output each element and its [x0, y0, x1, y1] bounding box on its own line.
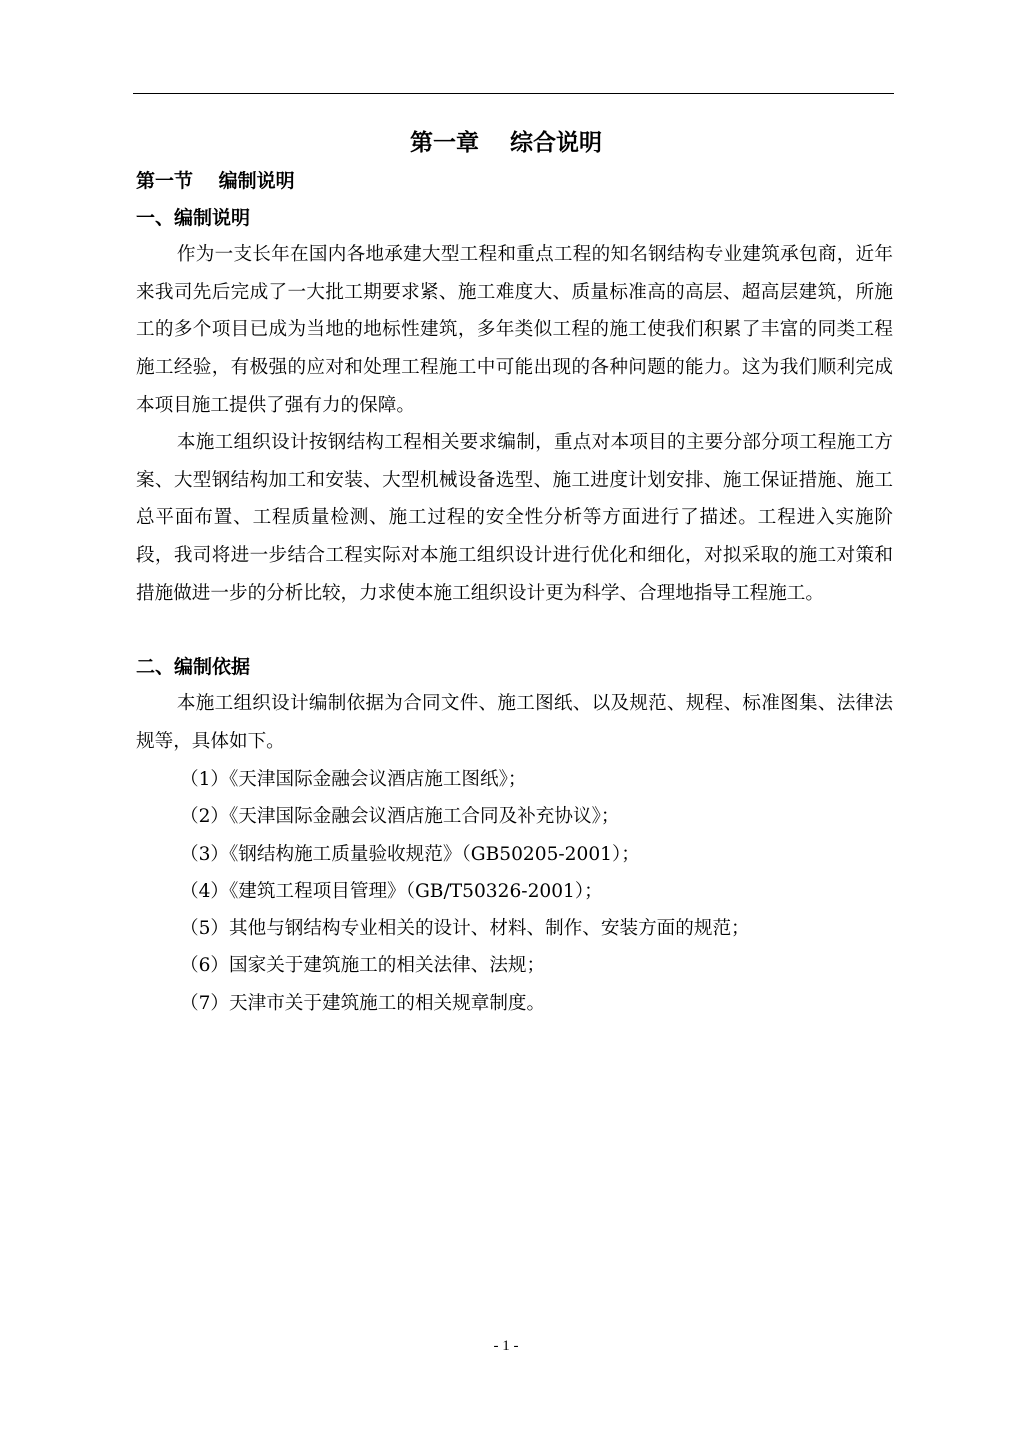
basis-intro-paragraph: 本施工组织设计编制依据为合同文件、施工图纸、以及规范、规程、标准图集、法律法规等，具体如下。 — [136, 693, 893, 752]
header-rule — [133, 93, 894, 94]
paragraph-1: 作为一支长年在国内各地承建大型工程和重点工程的知名钢结构专业建筑承包商，近年来我司先后完成了一大批工期要求紧、施工难度大、质量标准高的高层、超高层建筑，所施工的多个项目已成为当地的地标性建筑，多年类似工程的施工使我们积累了丰富的同类工程施工经验，有极强的应对和处理工程施工中可能出现的各种问题的能力。这为我们顺利完成本项目施工提供了强有力的保障。 — [136, 244, 893, 416]
chapter-title: 第一章 综合说明 — [409, 130, 602, 156]
paragraph-2: 本施工组织设计按钢结构工程相关要求编制，重点对本项目的主要分部分项工程施工方案、大型钢结构加工和安装、大型机械设备选型、施工进度计划安排、施工保证措施、施工总平面布置、工程质量检测、施工过程的安全性分析等方面进行了描述。工程进入实施阶段，我司将进一步结合工程实际对本施工组织设计进行优化和细化，对拟采取的施工对策和措施做进一步的分析比较，力求使本施工组织设计更为科学、合理地指导工程施工。 — [136, 432, 893, 604]
list-item: （6）国家关于建筑施工的相关法律、法规； — [180, 955, 546, 977]
subsection-1-title: 一、编制说明 — [136, 207, 251, 229]
section-title: 第一节 编制说明 — [136, 170, 295, 192]
list-item: （4）《建筑工程项目管理》（GB/T50326-2001）； — [180, 880, 603, 902]
list-item: （2）《天津国际金融会议酒店施工合同及补充协议》； — [180, 806, 620, 828]
page-number: - 1 - — [493, 1338, 519, 1354]
reference-list — [180, 761, 750, 1022]
list-item: （1）《天津国际金融会议酒店施工图纸》； — [180, 769, 527, 790]
list-item: （7）天津市关于建筑施工的相关规章制度。 — [180, 992, 546, 1014]
subsection-2-title: 二、编制依据 — [136, 656, 251, 678]
list-item: （5）其他与钢结构专业相关的设计、材料、制作、安装方面的规范； — [180, 918, 750, 940]
list-item: （3）《钢结构施工质量验收规范》（GB50205-2001）； — [180, 843, 640, 865]
